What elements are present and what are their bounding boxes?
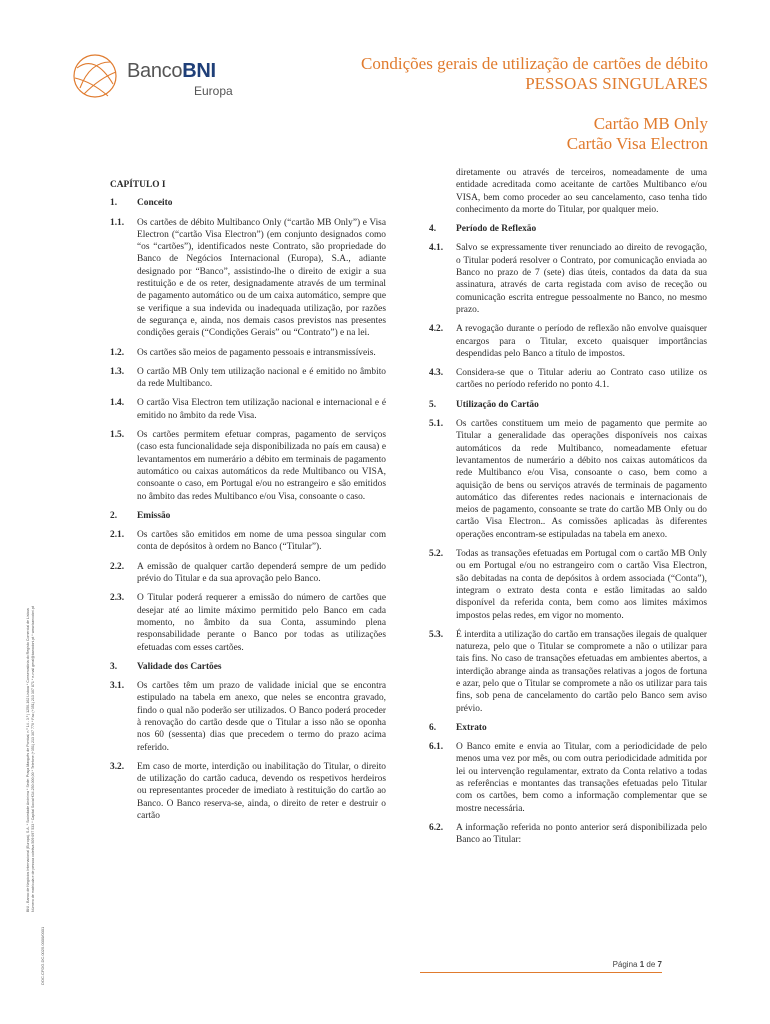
clause-5-1: 5.1. Os cartões constituem um meio de pagamento que permite ao Titular a generalidade das operações disponíveis nos caixas automáticos da rede Multibanco, nomeadamente efetuar levantamentos de numerário a débito nos caixas automáticos da rede Multibanco e/ou Visa, consoante o caso, bem como a aquisição de bens ou serviços através de terminais de pagamento automático das diferentes redes nacionais e internacionais de meios de pagamento, consoante se trate do cartão MB Only ou do cartão Visa Electron.. As comissões aplicadas às diferentes operações encontram-se estipuladas na tabela em anexo.: [429, 419, 707, 540]
clause-5-2: 5.2. Todas as transações efetuadas em Portugal com o cartão MB Only ou em Portugal e/ou no estrangeiro com o cartão Visa Electron, são debitadas na conta de depósitos à ordem associada (“Conta”), integram o extrato desta conta e estão limitadas ao saldo disponível da referida conta, bem como aos limites máximos impostos pelas redes, em vigor no momento.: [429, 549, 707, 621]
logo-wordmark: BancoBNI: [127, 60, 216, 82]
clause-1-3: 1.3. O cartão MB Only tem utilização nacional e é emitido no âmbito da rede Multibanco.: [110, 366, 386, 390]
chapter-heading: CAPÍTULO I: [110, 180, 166, 190]
clause-3-2: 3.2. Em caso de morte, interdição ou inabilitação do Titular, o direito de utilização do cartão caduca, devendo os respetivos herdeiros ou representantes proceder de imediato à restituição do cartão ao Banco. O Banco reserva-se, ainda, o direito de reter e destruir o cartão: [110, 761, 386, 822]
clause-6-2: 6.2. A informação referida no ponto anterior será disponibilizada pelo Banco ao Titular:: [429, 822, 707, 846]
clause-6-1: 6.1. O Banco emite e envia ao Titular, com a periodicidade de pelo menos uma vez por mês, ou com outra periodicidade admitida por lei ou intervenção regulamentar, extrato da Conta relativo a todas as referências e montantes das transações efetuadas pelo Titular com os cartões, bem como a informação complementar que se mostre necessária.: [429, 742, 707, 814]
page-number: Página 1 de 7: [612, 960, 662, 969]
clause-2-1: 2.1. Os cartões são emitidos em nome de uma pessoa singular com conta de depósitos à ordem no Banco (“Titular”).: [110, 530, 386, 553]
clause-1-2: 1.2. Os cartões são meios de pagamento pessoais e intransmissíveis.: [110, 347, 376, 358]
card-name-mb-only: Cartão MB Only: [593, 114, 708, 133]
clause-1-5: 1.5. Os cartões permitem efetuar compras, pagamento de serviços (caso esta funcionalidade seja disponibilizada no país em causa) e levantamentos em numerário a débito em terminais de pagamento automático ou caixas automáticos da rede Multibanco ou VISA, consoante o caso, em Portugal e/ou no estrangeiro e são emitidos no âmbito das redes Multibanco e/ou Visa, consoante o caso.: [110, 430, 386, 502]
title-line-1: Condições gerais de utilização de cartões de débito: [361, 54, 708, 73]
clause-4-2: 4.2. A revogação durante o período de reflexão não envolve quaisquer encargos para o Titular, exceto quaisquer importâncias despendidas pelo Banco a título de impostos.: [429, 324, 707, 359]
logo-mark-icon: [70, 48, 120, 104]
section-heading-2: 2. Emissão: [110, 510, 171, 521]
document-title: [361, 54, 708, 94]
clause-3-1: 3.1. Os cartões têm um prazo de validade inicial que se encontra estipulado na tabela em anexo, que neles se encontra gravado, findo o qual não poderão ser utilizados. O Banco poderá proceder à renovação do cartão desde que o Titular a isso não se oponha nos 60 (sessenta) dias que precedem o termo do prazo acima referido.: [110, 681, 386, 753]
document-code: DOC.CFDG.DC.0025.0000/0001: [40, 926, 45, 985]
right-column: [429, 167, 707, 854]
section-heading-5: 5. Utilização do Cartão: [429, 399, 539, 410]
footer-divider: [420, 972, 662, 973]
section-heading-1: 1. Conceito: [110, 198, 173, 209]
title-line-2: PESSOAS SINGULARES: [525, 74, 708, 93]
clause-5-3: 5.3. É interdita a utilização do cartão em transações ilegais de qualquer natureza, pelo que o Titular se compromete a não o utilizar para tais fins. No caso de transações efetuadas em ambientes abertos, a interdição abrange ainda as transações relativas a jogos de fortuna e azar, pelo que o Titular se compromete a não os utilizar para tais fins, sob pena de cancelamento do cartão pelo Banco sem aviso prévio.: [429, 629, 707, 714]
logo-region: Europa: [194, 84, 233, 98]
clause-4-1: 4.1. Salvo se expressamente tiver renunciado ao direito de revogação, o Titular poderá resolver o Contrato, por comunicação enviada ao Banco no prazo de 7 (sete) dias úteis, contados da data da sua assinatura, através de carta registada com aviso de receção ou comunicação escrita entregue pessoalmente no Banco, no mesmo prazo.: [429, 243, 707, 315]
clause-2-2: 2.2. A emissão de qualquer cartão dependerá sempre de um pedido prévio do Titular e da sua aprovação pelo Banco.: [110, 561, 386, 585]
section-heading-6: 6. Extrato: [429, 722, 487, 733]
card-name-visa-electron: Cartão Visa Electron: [566, 134, 708, 153]
clause-1-1: 1.1. Os cartões de débito Multibanco Only (“cartão MB Only”) e Visa Electron (“cartão Visa Electron”) (em conjunto designados como “os “cartões”), identificados neste Contrato, são propriedade do Banco de Negócios Internacional (Europa), S.A., adiante designado por “Banco”, assistindo-lhe o direito de exigir a sua restituição e de os reter, designadamente através de um terminal de pagamento automático ou de um caixa automático, sempre que se verifique a sua indevida ou inadequada utilização, por razões de segurança e, ainda, nos demais casos previstos nas presentes condições gerais (“Condições Gerais” ou “Contrato”) e na lei.: [110, 217, 386, 339]
clause-4-3: 4.3. Considera-se que o Titular aderiu ao Contrato caso utilize os cartões no período referido no ponto 4.1.: [429, 368, 707, 391]
section-heading-4: 4. Período de Reflexão: [429, 224, 537, 235]
left-column: [110, 179, 386, 829]
clause-1-4: 1.4. O cartão Visa Electron tem utilização nacional e internacional e é emitido no âmbito da rede Visa.: [110, 398, 386, 421]
company-legal-info: BNI - Banco de Negócios Internacional (Europa), S.A. * Sociedade Anónima * Sede: Praça Marquês de Pombal, n.º 14 - 3.º | 1250-162 Lisboa * Conservatória do Registo Comercial de Lisboa Número de matrícula e de pessoa coletiva 509 097 533 * Capital Social €34.250.000,00 * Telefone (+351) 213 307 770 * Fax (+351) 213 307 871 * e-mail geral@bancobni.pt * www.bancobni.pt: [26, 606, 35, 912]
card-names: [567, 114, 708, 154]
clause-2-3: 2.3. O Titular poderá requerer a emissão do número de cartões que desejar até ao limite máximo permitido pelo Banco em cada momento, no âmbito da sua Conta, assumindo plena responsabilidade perante o Banco por todas as utilizações efetuadas com esses cartões.: [110, 593, 386, 653]
bank-logo: [70, 48, 260, 108]
clause-3-2-continuation: diretamente ou através de terceiros, nomeadamente de uma entidade acreditada como aceitante de cartões Multibanco e/ou VISA, bem como proceder ao seu cancelamento, caso tenha tido conhecimento da morte do Titular, por qualquer meio.: [456, 168, 707, 215]
section-heading-3: 3. Validade dos Cartões: [110, 661, 222, 672]
